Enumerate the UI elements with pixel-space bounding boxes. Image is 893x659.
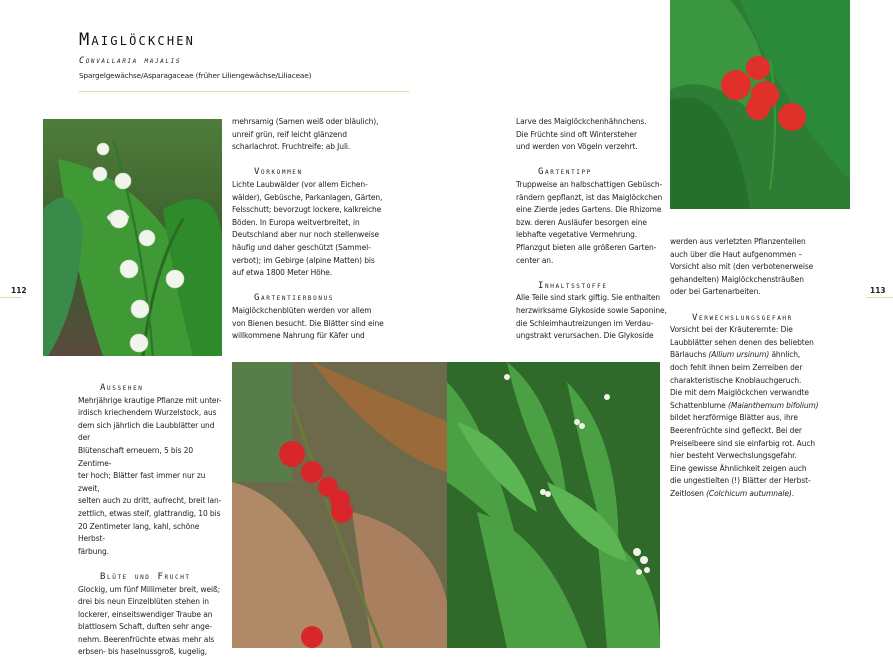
text-line: Larve des Maiglöckchenhähnchens.	[516, 117, 647, 126]
text-line: dem sich jährlich die Laubblätter und der	[78, 420, 215, 443]
text-line: irdisch kriechendem Wurzelstock, aus	[78, 408, 217, 418]
photo-flowers-closeup	[43, 119, 222, 356]
section-heading-vorkommen: Vorkommen	[254, 167, 303, 178]
page-number-rule-left	[0, 297, 22, 298]
text-column-1	[78, 382, 228, 659]
text-line: verbot); im Gebirge (alpine Matten) bis	[232, 255, 375, 265]
text-line: selten auch zu dritt, aufrecht, breit lan-	[78, 496, 222, 506]
page-number-right: 113	[870, 286, 886, 295]
text-line: scharlachrot. Fruchtreife: ab Juli.	[232, 142, 351, 152]
section-heading-inhaltsstoffe: Inhaltsstoffe	[538, 280, 608, 291]
text-line: eine Zierde jedes Gartens. Die Rhizome	[516, 205, 662, 215]
text-line: färbung.	[78, 546, 109, 556]
text-line: herzwirksame Glykoside sowie Saponine,	[516, 305, 667, 315]
text-line: auch über die Haut aufgenommen –	[670, 249, 802, 259]
text-line: doch fehlt ihnen beim Zerreiben der	[670, 362, 803, 372]
text-line: drei bis neun Einzelblüten stehen in	[78, 597, 209, 607]
text-line: Vorsicht bei der Kräuterernte: Die	[670, 325, 793, 335]
text-line: Glockig, um fünf Millimeter breit, weiß;	[78, 584, 221, 594]
text-line: blattlosem Schaft, duften sehr ange-	[78, 622, 212, 632]
text-line: wälder), Gebüsche, Parkanlagen, Gärten,	[232, 192, 383, 202]
text-line: 20 Zentimeter lang, kahl, schöne Herbst-	[78, 521, 200, 544]
text-line: bildet herzförmige Blätter aus, ihre	[670, 413, 798, 423]
page-title: Maiglöckchen	[79, 30, 196, 50]
text-line: Zeitlosen (Colchicum autumnale).	[670, 488, 794, 498]
text-line: willkommene Nahrung für Käfer und	[232, 331, 365, 341]
latin-name: Convallaria majalis	[79, 56, 182, 66]
plant-family: Spargelgewächse/Asparagaceae (früher Liliengewächse/Liliaceae)	[79, 71, 312, 80]
text-line: bzw. deren Ausläufer besorgen eine	[516, 217, 647, 227]
text-line: die ungestielten (!) Blätter der Herbst-	[670, 476, 811, 486]
text-line: Preiselbeere sind sie einfarbig rot. Auch	[670, 438, 816, 448]
text-line: mehrsamig (Samen weiß oder bläulich),	[232, 117, 379, 126]
text-line: lebhafte vegetative Vermehrung.	[516, 230, 638, 240]
section-heading-aussehen: Aussehen	[100, 383, 144, 393]
text-line: Böden. In Europa weitverbreitet, in	[232, 217, 360, 227]
text-line: Deutschland aber nur noch stellenweise	[232, 230, 380, 240]
text-line: nehm. Beerenfrüchte etwas mehr als	[78, 634, 215, 644]
text-line: gehandelten) Maiglöckchensträußen	[670, 274, 804, 284]
text-line: Die Früchte sind oft Wintersteher	[516, 129, 637, 139]
text-line: Lichte Laubwälder (vor allem Eichen-	[232, 179, 368, 189]
text-line: Die mit dem Maiglöckchen verwandte	[670, 388, 809, 398]
section-heading-gartentierbonus: Gartentierbonus	[254, 293, 334, 304]
text-line: center an.	[516, 255, 554, 265]
text-line: lockerer, einseitswendiger Traube an	[78, 609, 213, 619]
page-number-rule-right	[866, 297, 893, 298]
text-line: Truppweise an halbschattigen Gebüsch-	[516, 179, 663, 189]
page-number-left: 112	[11, 286, 27, 295]
title-rule-divider	[79, 91, 409, 92]
text-line: Felsschutt; bevorzugt lockere, kalkreiche	[232, 205, 382, 215]
text-line: Maiglöckchenblüten werden vor allem	[232, 305, 372, 315]
photo-red-berries-leaves	[670, 0, 850, 209]
text-line: und werden von Vögeln verzehrt.	[516, 142, 638, 152]
text-line: von Bienen besucht. Die Blätter sind eine	[232, 318, 384, 328]
text-line: häufig und daher geschützt (Sammel-	[232, 242, 371, 252]
text-line: ter hoch; Blätter fast immer nur zu zweit,	[78, 471, 206, 493]
text-line: werden aus verletzten Pflanzenteilen	[670, 237, 806, 246]
text-line: Eine gewisse Ähnlichkeit zeigen auch	[670, 463, 807, 473]
photo-berries-autumn	[232, 362, 447, 648]
text-line: unreif grün, reif leicht glänzend	[232, 129, 347, 139]
text-line: erbsen- bis haselnussgroß, kugelig,	[78, 647, 208, 657]
text-line: Vorsicht also mit (den verbotenerweise	[670, 262, 814, 272]
text-line: auf etwa 1800 Meter Höhe.	[232, 268, 333, 278]
section-heading-gartentipp: Gartentipp	[538, 167, 592, 178]
text-column-2	[232, 116, 392, 343]
text-line: ungstrakt verursachen. Die Glykoside	[516, 331, 654, 341]
text-line: Pflanzgut bieten alle größeren Garten-	[516, 242, 657, 252]
text-line: charakteristische Knoblauchgeruch.	[670, 375, 802, 385]
text-line: Alle Teile sind stark giftig. Sie enthalten	[516, 293, 661, 303]
text-line: Blütenschaft erneuern, 5 bis 20 Zentime-	[78, 445, 194, 468]
photo-ground-cover	[447, 362, 660, 648]
text-column-4	[670, 236, 850, 500]
text-line: zettlich, etwas steif, glattrandig, 10 bis	[78, 508, 221, 518]
section-heading-verwechslungsgefahr: Verwechslungsgefahr	[692, 312, 793, 323]
text-line: hier besteht Verwechslungsgefahr.	[670, 451, 797, 461]
text-line: oder bei Gartenarbeiten.	[670, 287, 761, 297]
text-line: Mehrjährige krautige Pflanze mit unter-	[78, 395, 222, 405]
section-heading-bluete-frucht: Blüte und Frucht	[100, 571, 191, 582]
text-line: Laubblätter sehen denen des beliebten	[670, 337, 814, 347]
text-line: rändern gepflanzt, ist das Maiglöckchen	[516, 192, 663, 202]
text-line: Beerenfrüchte sind gefleckt. Bei der	[670, 425, 802, 435]
text-line: die Schleimhautreizungen im Verdau-	[516, 318, 654, 328]
text-line: Schattenblume (Maianthemum bifolium)	[670, 400, 819, 410]
text-line: Bärlauchs (Allium ursinum) ähnlich,	[670, 350, 801, 360]
text-column-3	[516, 116, 676, 343]
